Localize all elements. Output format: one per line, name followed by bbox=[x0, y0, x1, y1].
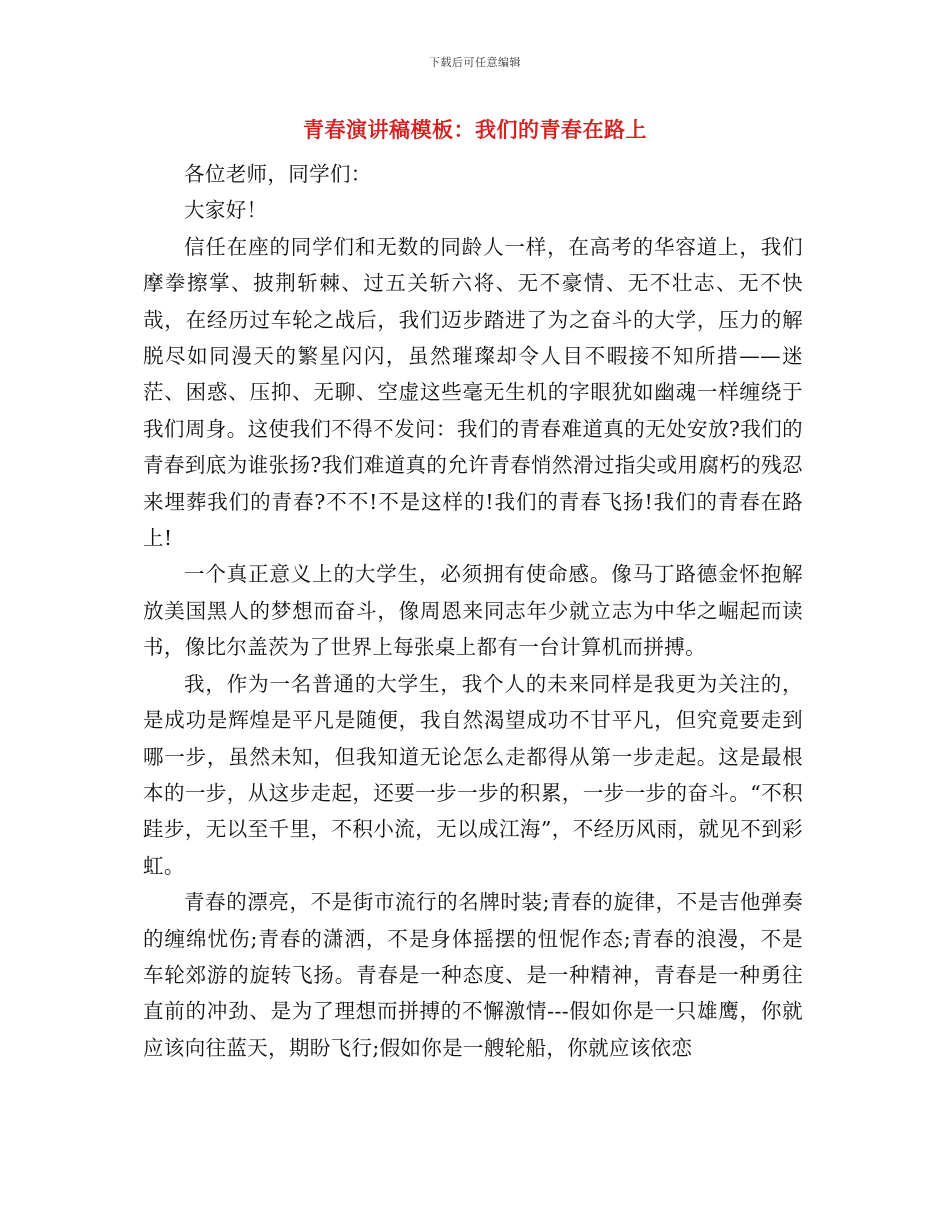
paragraph-greeting: 大家好！ bbox=[184, 198, 268, 223]
document-body bbox=[143, 156, 803, 1066]
paragraph: 我，作为一名普通的大学生，我个人的未来同样是我更为关注的，是成功是辉煌是平凡是随便，我自然渴望成功不甘平凡，但究竟要走到哪一步，虽然未知，但我知道无论怎么走都得从第一步走起。这是最根本的一步，从这步走起，还要一步一步的积累，一步一步的奋斗。“不积跬步，无以至千里，不积小流，无以成江海”，不经历风雨，就见不到彩虹。 bbox=[143, 671, 803, 878]
paragraph: 一个真正意义上的大学生，必须拥有使命感。像马丁路德金怀抱解放美国黑人的梦想而奋斗，像周恩来同志年少就立志为中华之崛起而读书，像比尔盖茨为了世界上每张桌上都有一台计算机而拼搏。 bbox=[143, 562, 803, 660]
paragraph: 信任在座的同学们和无数的同龄人一样，在高考的华容道上，我们摩拳擦掌、披荆斩棘、过五关斩六将、无不豪情、无不壮志、无不快哉，在经历过车轮之战后，我们迈步踏进了为之奋斗的大学，压力的解脱尽如同漫天的繁星闪闪，虽然璀璨却令人目不暇接不知所措——迷茫、困惑、压抑、无聊、空虚这些毫无生机的字眼犹如幽魂一样缠绕于我们周身。这使我们不得不发问：我们的青春难道真的无处安放?我们的青春到底为谁张扬?我们难道真的允许青春悄然滑过指尖或用腐朽的残忍来埋葬我们的青春?不不!不是这样的!我们的青春飞扬!我们的青春在路上! bbox=[143, 234, 803, 551]
paragraph: 青春的漂亮，不是街市流行的名牌时装;青春的旋律，不是吉他弹奏的缠绵忧伤;青春的潇洒，不是身体摇摆的忸怩作态;青春的浪漫，不是车轮郊游的旋转飞扬。青春是一种态度、是一种精神，青春是一种勇往直前的冲劲、是为了理想而拼搏的不懈激情---假如你是一只雄鹰，你就应该向往蓝天，期盼飞行;假如你是一艘轮船，你就应该依恋 bbox=[143, 890, 803, 1060]
header-note: 下载后可任意编辑 bbox=[429, 56, 521, 69]
paragraph-salutation: 各位老师，同学们： bbox=[184, 162, 372, 186]
document-title: 青春演讲稿模板：我们的青春在路上 bbox=[303, 117, 647, 142]
